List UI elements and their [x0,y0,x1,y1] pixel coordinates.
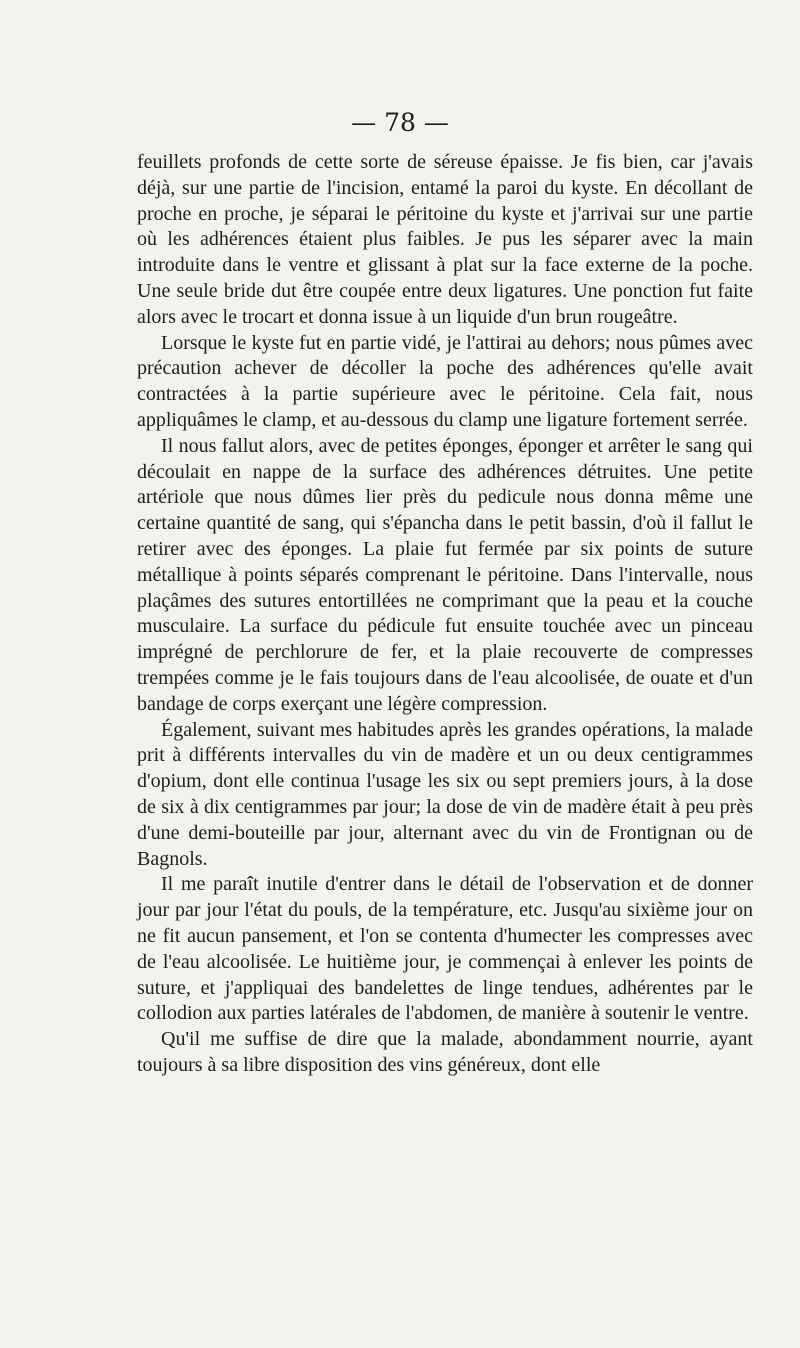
paragraph-5: Il me paraît inutile d'entrer dans le détail de l'observation et de donner jour par jour l'état du pouls, de la température, etc. Jusqu'au sixième jour on ne fit aucun pansement, et l'on se contenta d'humecter les compresses avec de l'eau alcoolisée. Le huitième jour, je commençai à enlever les points de suture, et j'appliquai des bandelettes de linge tendues, adhérentes par le collodion aux parties latérales de l'abdomen, de manière à soutenir le ventre. [137,873,753,1025]
paragraph-1: feuillets profonds de cette sorte de séreuse épaisse. Je fis bien, car j'avais déjà, sur une partie de l'incision, entamé la paroi du kyste. En décollant de proche en proche, je séparai le péritoine du kyste et j'arrivai sur une partie où les adhérences étaient plus faibles. Je pus les séparer avec la main introduite dans le ventre et glissant à plat sur la face externe de la poche. Une seule bride dut être coupée entre deux ligatures. Une ponction fut faite alors avec le trocart et donna issue à un liquide d'un brun rougeâtre. [137,151,753,328]
paragraph-4: Également, suivant mes habitudes après les grandes opérations, la malade prit à différents intervalles du vin de madère et un ou deux centigrammes d'opium, dont elle continua l'usage les six ou sept premiers jours, à la dose de six à dix centigrammes par jour; la dose de vin de madère était à peu près d'une demi-bouteille par jour, alternant avec du vin de Frontignan ou de Bagnols. [137,718,753,870]
paragraph-3: Il nous fallut alors, avec de petites éponges, éponger et arrêter le sang qui découlait en nappe de la surface des adhérences détruites. Une petite artériole que nous dûmes lier près du pedicule nous donna même une certaine quantité de sang, qui s'épancha dans le petit bassin, d'où il fallut le retirer avec des éponges. La plaie fut fermée par six points de suture métallique à points séparés comprenant le péritoine. Dans l'intervalle, nous plaçâmes des sutures entortillées ne comprimant que la peau et la couche musculaire. La surface du pédicule fut ensuite touchée avec un pinceau imprégné de perchlorure de fer, et la plaie recouverte de compresses trempées comme je le fais toujours dans de l'eau alcoolisée, de ouate et d'un bandage de corps exerçant une légère compression. [137,434,753,715]
paragraph-6: Qu'il me suffise de dire que la malade, abondamment nourrie, ayant toujours à sa libre disposition des vins généreux, dont elle [137,1028,753,1076]
paragraph-2: Lorsque le kyste fut en partie vidé, je l'attirai au dehors; nous pûmes avec précaution achever de décoller la poche des adhérences qu'elle avait contractées à la partie supérieure avec le péritoine. Cela fait, nous appliquâmes le clamp, et au-dessous du clamp une ligature fortement serrée. [137,331,753,431]
page-number: — 78 — [351,108,449,137]
body-text [137,150,753,1079]
